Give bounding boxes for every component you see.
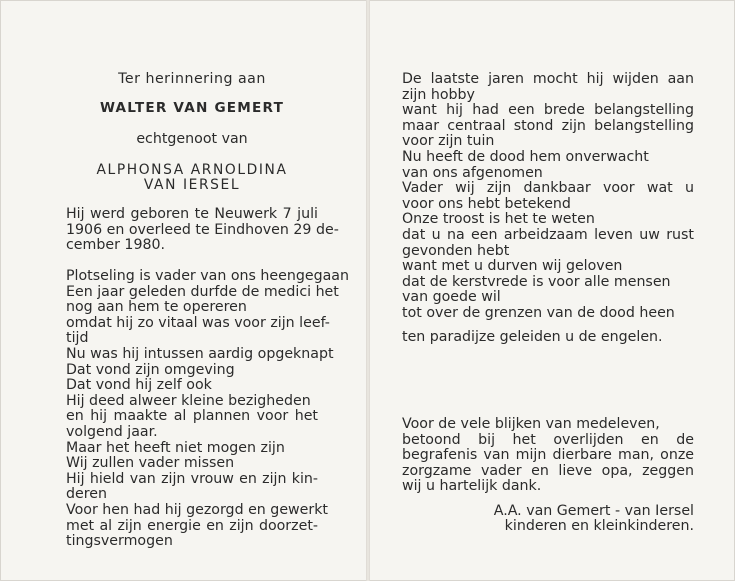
poem-line: tingsvermogen [66,533,173,550]
poem-line: omdat hij zo vitaal was voor zijn leef- [66,314,330,331]
signature-line2: kinderen en kleinkinderen. [504,518,694,534]
poem-line: van ons afgenomen [402,164,543,181]
poem-line: Dat vond zijn omgeving [66,361,235,378]
thanks-line: begrafenis van mijn dierbare man, onze [402,447,694,464]
card-fold [366,0,370,581]
poem-line: Hij deed alweer kleine bezigheden [66,392,311,409]
poem-line: Vader wij zijn dankbaar voor wat u [402,180,694,197]
thanks-paragraph [402,417,694,495]
poem-line: deren [66,486,107,503]
closing-line: ten paradijze geleiden u de engelen. [402,329,663,345]
poem-line: van goede wil [402,289,501,306]
left-poem [66,268,349,550]
thanks-line: betoond bij het overlijden en de [402,431,694,448]
poem-line: Dat vond hij zelf ook [66,377,212,394]
poem-line: met al zijn energie en zijn doorzet- [66,517,318,534]
poem-line: Nu heeft de dood hem onverwacht [402,148,649,165]
poem-line: dat de kerstvrede is voor alle mensen [402,273,671,290]
poem-line: want met u durven wij geloven [402,258,623,275]
thanks-line: Voor de vele blijken van medeleven, [402,416,660,432]
spouse-name-line2: VAN IERSEL [143,177,241,193]
birth-line: cember 1980. [66,237,166,254]
thanks-line: wij u hartelijk dank. [402,478,542,495]
poem-line: De laatste jaren mocht hij wijden aan [402,71,694,87]
poem-line: Maar het heeft niet mogen zijn [66,439,285,456]
deceased-name: WALTER VAN GEMERT [99,100,285,116]
poem-line: Plotseling is vader van ons heengegaan [66,268,349,284]
thanks-line: zorgzame vader en lieve opa, zeggen [402,462,694,479]
right-poem [402,72,694,322]
poem-line: Nu was hij intussen aardig opgeknapt [66,345,334,362]
poem-line: voor ons hebt betekend [402,195,571,212]
poem-line: dat u na een arbeidzaam leven uw rust [402,226,694,243]
poem-line: nog aan hem te opereren [66,299,247,316]
poem-line: Hij hield van zijn vrouw en zijn kin- [66,470,318,487]
signature-line1: A.A. van Gemert - van Iersel [493,503,694,519]
birth-line: 1906 en overleed te Eindhoven 29 de- [66,221,339,238]
poem-line: Wij zullen vader missen [66,455,235,472]
spouse-name-line1: ALPHONSA ARNOLDINA [96,162,288,178]
relation-text: echtgenoot van [136,131,248,147]
poem-line: Voor hen had hij gezorgd en gewerkt [66,501,328,518]
poem-line: Onze troost is het te weten [402,211,595,228]
poem-line: en hij maakte al plannen voor het [66,408,318,425]
poem-line: voor zijn tuin [402,133,495,150]
birth-line: Hij werd geboren te Neuwerk 7 juli [66,206,318,222]
poem-line: tijd [66,330,89,347]
poem-line: want hij had een brede belangstelling [402,102,694,119]
right-page [402,0,694,581]
birth-paragraph [66,206,339,254]
poem-line: zijn hobby [402,86,475,103]
poem-line: maar centraal stond zijn belangstelling [402,117,694,134]
poem-line: Een jaar geleden durfde de medici het [66,283,339,300]
poem-line: volgend jaar. [66,423,158,440]
poem-line: tot over de grenzen van de dood heen [402,304,675,321]
intro-text: Ter herinnering aan [118,71,266,87]
poem-line: gevonden hebt [402,242,510,259]
left-page [66,0,349,581]
